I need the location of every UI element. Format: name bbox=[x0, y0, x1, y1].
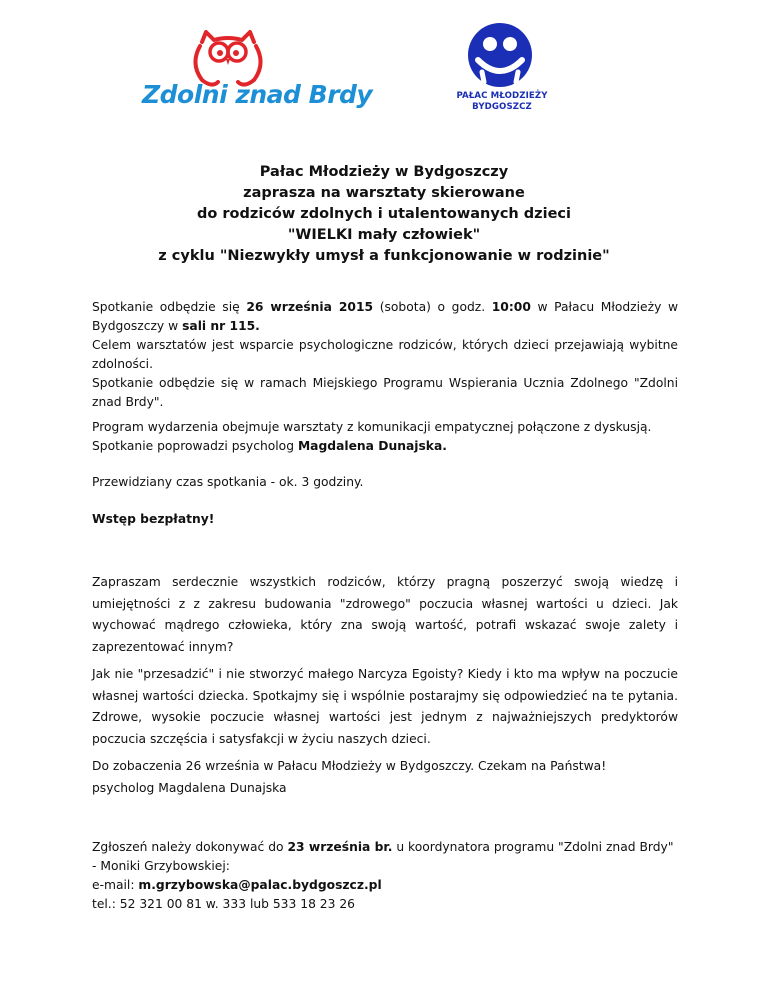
palac-caption-line1: PAŁAC MŁODZIEŻY bbox=[456, 91, 548, 101]
duration-section bbox=[92, 473, 678, 492]
program-paragraph: Spotkanie odbędzie się w ramach Miejskiego Programu Wspierania Ucznia Zdolnego "Zdolni znad Brdy". bbox=[92, 376, 678, 409]
page-title bbox=[0, 162, 768, 267]
title-line: do rodziców zdolnych i utalentowanych dzieci bbox=[197, 206, 571, 222]
signature-line: psycholog Magdalena Dunajska bbox=[92, 780, 287, 795]
host-line: Spotkanie poprowadzi psycholog Magdalena Dunajska. bbox=[92, 439, 447, 453]
zdolni-znad-brdy-logo bbox=[140, 28, 373, 123]
invitation-section bbox=[92, 572, 678, 658]
event-time: 10:00 bbox=[491, 300, 531, 314]
free-entry-section bbox=[92, 510, 678, 529]
owl-icon bbox=[140, 28, 325, 88]
host-name: Magdalena Dunajska. bbox=[297, 439, 447, 453]
zdolni-brand-text: Zdolni znad Brdy bbox=[142, 80, 373, 109]
phone-line: tel.: 52 321 00 81 w. 333 lub 533 18 23 26 bbox=[92, 897, 356, 911]
intro-paragraph: Spotkanie odbędzie się 26 września 2015 (sobota) o godz. 10:00 w Pałacu Młodzieży w Bydgoszczy w sali nr 115. bbox=[92, 300, 679, 333]
intro-section bbox=[92, 298, 678, 412]
title-line: Pałac Młodzieży w Bydgoszczy bbox=[259, 164, 509, 180]
email-line: e-mail: m.grzybowska@palac.bydgoszcz.pl bbox=[92, 878, 382, 892]
closing-line: Do zobaczenia 26 września w Pałacu Młodzieży w Bydgoszczy. Czekam na Państwa! bbox=[92, 759, 607, 773]
registration-section bbox=[92, 838, 678, 914]
questions-section bbox=[92, 664, 678, 750]
event-room: sali nr 115. bbox=[182, 319, 260, 333]
title-line: z cyklu "Niezwykły umysł a funkcjonowanie w rodzinie" bbox=[158, 248, 610, 264]
goal-paragraph: Celem warsztatów jest wsparcie psychologiczne rodziców, których dzieci przejawiają wybitne zdolności. bbox=[92, 338, 678, 371]
duration-text: Przewidziany czas spotkania - ok. 3 godziny. bbox=[92, 475, 364, 489]
logo-bar bbox=[0, 0, 768, 150]
closing-section bbox=[92, 756, 678, 799]
invitation-paragraph: Zapraszam serdecznie wszystkich rodziców, którzy pragną poszerzyć swoją wiedzę i umiejętności z z zakresu budowania "zdrowego" poczucia własnej wartości u dzieci. Jak wychować mądrego człowieka, który zna swoją wartość, potrafi wskazać swoje zalety i zaprezentować innym? bbox=[92, 575, 678, 654]
free-entry-text: Wstęp bezpłatny! bbox=[92, 512, 215, 526]
registration-deadline: 23 września br. bbox=[287, 840, 393, 854]
palac-mlodziezy-logo bbox=[442, 20, 562, 120]
questions-paragraph: Jak nie "przesadzić" i nie stworzyć małego Narcyza Egoisty? Kiedy i kto ma wpływ na poczucie własnej wartości dziecka. Spotkajmy się i wspólnie postarajmy się odpowiedzieć na te pytania. Zdrowe, wysokie poczucie własnej wartości jest jednym z najważniejszych predyktorów poczucia szczęścia i satysfakcji w życiu naszych dzieci. bbox=[92, 667, 678, 746]
title-line: zaprasza na warsztaty skierowane bbox=[243, 185, 525, 201]
program-description: Program wydarzenia obejmuje warsztaty z komunikacji empatycznej połączone z dyskusją. bbox=[92, 420, 652, 434]
event-date: 26 września 2015 bbox=[246, 300, 374, 314]
email-link[interactable]: m.grzybowska@palac.bydgoszcz.pl bbox=[138, 878, 382, 892]
program-section bbox=[92, 418, 678, 456]
title-line: "WIELKI mały człowiek" bbox=[287, 227, 481, 243]
registration-text: Zgłoszeń należy dokonywać do 23 września br. u koordynatora programu "Zdolni znad Brdy" - Moniki Grzybowskiej: bbox=[92, 840, 674, 873]
palac-emblem-icon bbox=[442, 20, 562, 90]
palac-caption-line2: BYDGOSZCZ bbox=[472, 102, 532, 112]
